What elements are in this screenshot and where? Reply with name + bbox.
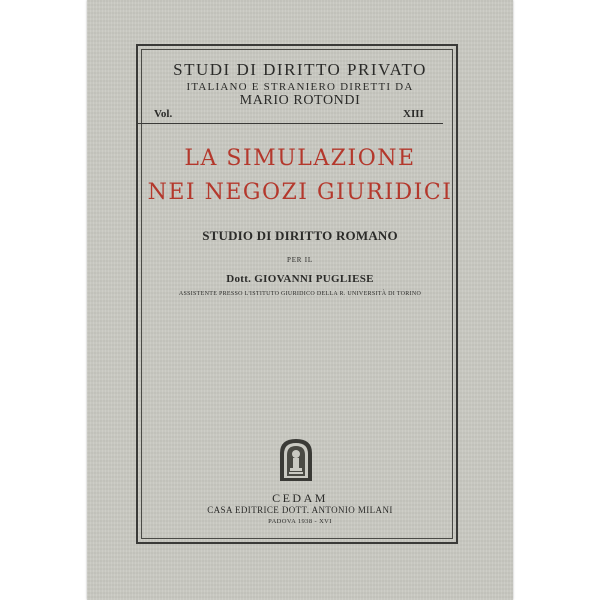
series-subtitle: ITALIANO E STRANIERO DIRETTI DA	[186, 81, 414, 93]
publisher-emblem-icon	[276, 437, 316, 483]
header-rule	[138, 123, 443, 124]
author-affiliation: ASSISTENTE PRESSO L'ISTITUTO GIURIDICO DELLA R. UNIVERSITÀ DI TORINO	[178, 291, 422, 297]
volume-label: Vol.	[154, 108, 173, 120]
author-name: Dott. GIOVANNI PUGLIESE	[226, 273, 374, 285]
book-subtitle: STUDIO DI DIRITTO ROMANO	[202, 228, 398, 243]
publication-place-date: PADOVA 1938 - XVI	[268, 518, 332, 525]
book-title-line-2: NEI NEGOZI GIURIDICI	[147, 180, 453, 205]
volume-number: XIII	[403, 108, 424, 120]
publisher-name: CEDAM	[272, 491, 328, 505]
series-editor: MARIO ROTONDI	[239, 93, 361, 108]
publisher-full-name: CASA EDITRICE DOTT. ANTONIO MILANI	[207, 505, 393, 515]
by-label: PER IL	[287, 256, 313, 264]
book-title-line-1: LA SIMULAZIONE	[184, 146, 416, 171]
series-title: STUDI DI DIRITTO PRIVATO	[173, 60, 427, 79]
